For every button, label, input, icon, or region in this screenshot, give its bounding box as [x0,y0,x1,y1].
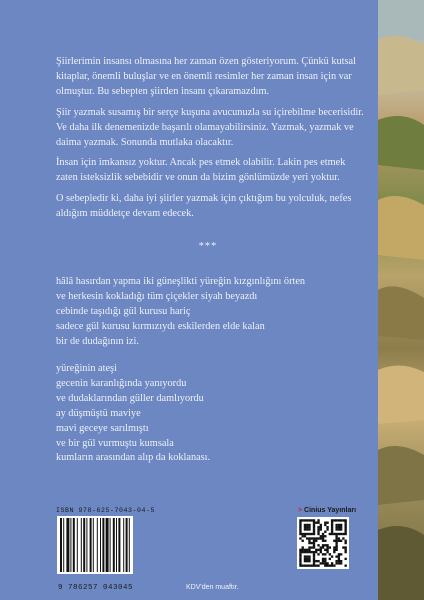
poem-line: hâlâ hasırdan yapma iki güneşlikti yüreğin kızgınlığını örten [56,276,306,287]
poem-line: ay düşmüştü maviye [56,407,141,419]
publisher-label: Cinius Yayınları [304,507,357,514]
poem-stanza-1 [56,275,364,350]
landscape-photo [378,0,424,600]
poem-line: kumların arasından alıp da koklanası. [56,452,211,464]
blurb-paragraph-1: Şiirlerimin insansı olmasına her zaman özen gösteriyorum. Çünkü kutsal kitaplar, önemli buluşlar ve en önemli resimler her zaman insan için var olmuştur. Bu sebepten şiirden insanı çıkaramazdım. [56,56,356,97]
poem-line: cebinde taşıdığı gül kurusu hariç [56,305,191,317]
blurb-paragraph-3: İnsan için imkansız yoktur. Ancak pes etmek olabilir. Lakin pes etmek zaten isteksizlik sebebidir ve onun da bizim gönlümüzde yeri yoktur. [56,157,346,184]
section-separator: *** [198,241,218,253]
chevron-right-icon: > [298,507,303,514]
poem-stanza-2 [56,362,364,466]
publisher-name [298,507,356,514]
isbn-label: ISBN 978-625-7043-04-5 [56,507,156,514]
poem-line: bir de dudağının izi. [56,335,139,347]
poem-line: yüreğinin ateşi [56,363,117,374]
poem-line: ve herkesin kokladığı tüm çiçekler siyah beyazdı [56,290,258,302]
blurb-paragraph-2: Şiir yazmak susamış bir serçe kuşuna avucunuzla su içirebilme becerisidir. Ve daha ilk denemenizde başarılı olamayabilirsiniz. Yazmak, yazmak ve daima yazmak. Sonunda mutlaka olacaktır. [56,106,364,148]
poem-line: ve bir gül vurmuştu kumsala [56,437,174,449]
tax-note: KDV'den muaftır. [186,584,239,591]
cover-photo-strip [378,0,424,600]
qr-code-icon [297,517,349,569]
poem-line: sadece gül kurusu kırmızıydı eskilerden elde kalan [56,320,265,332]
poem-line: ve dudaklarından güller damlıyordu [56,392,204,404]
poem-line: gecenin karanlığında yanıyordu [56,377,187,389]
isbn-digits: 9 786257 043045 [58,584,134,592]
barcode-icon [57,516,133,574]
blurb-text [56,55,364,255]
blurb-paragraph-4: O sebepledir ki, daha iyi şiirler yazmak için çıktığım bu yolculuk, nefes aldığım müddetçe devam edecek. [56,193,352,220]
poem-line: mavi geceye sarılmıştı [56,422,149,434]
